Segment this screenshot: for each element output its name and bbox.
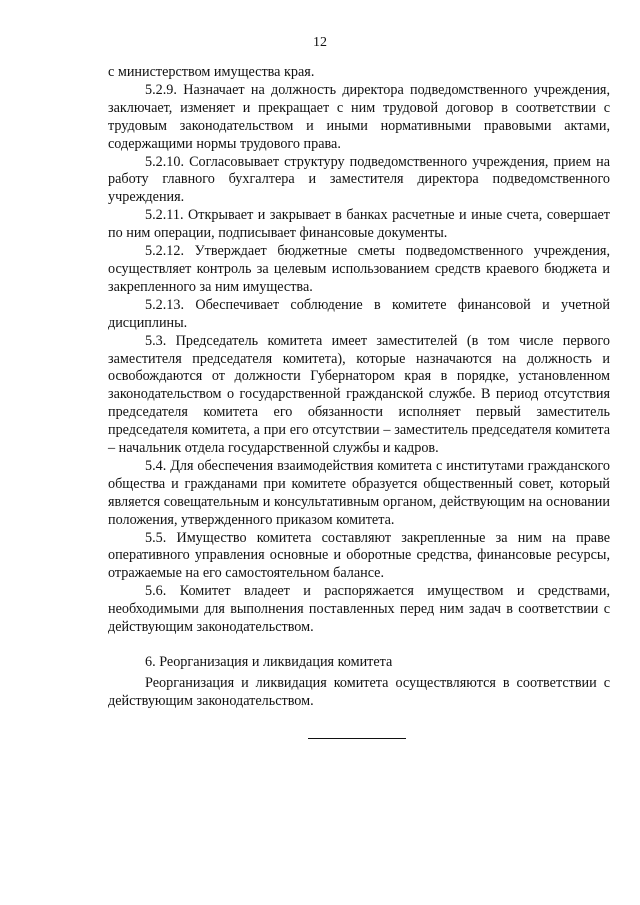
end-of-document-rule xyxy=(308,738,406,739)
paragraph-5-5: 5.5. Имущество комитета составляют закрепленные за ним на праве оперативного управления основные и оборотные средства, финансовые ресурсы, отражаемые на его самостоятельном балансе. xyxy=(108,529,610,582)
paragraph-continuation: с министерством имущества края. xyxy=(108,64,315,80)
paragraph-5-2-11: 5.2.11. Открывает и закрывает в банках расчетные и иные счета, совершает по ним операции, подписывает финансовые документы. xyxy=(108,207,610,242)
paragraph-5-4: 5.4. Для обеспечения взаимодействия комитета с институтами гражданского общества и гражданами при комитете образуется общественный совет, который является совещательным и консультативным органом, действующим на основании положения, утвержденного приказом комитета. xyxy=(108,457,610,528)
paragraph-5-6: 5.6. Комитет владеет и распоряжается имуществом и средствами, необходимыми для выполнения поставленных перед ним задач в соответствии с действующим законодательством. xyxy=(108,583,610,636)
paragraph-5-2-12: 5.2.12. Утверждает бюджетные сметы подведомственного учреждения, осуществляет контроль за целевым использованием средств краевого бюджета и закрепленного за ним имущества. xyxy=(108,243,610,295)
section-6-heading: 6. Реорганизация и ликвидация комитета xyxy=(145,654,393,670)
paragraph-5-2-13: 5.2.13. Обеспечивает соблюдение в комитете финансовой и учетной дисциплины. xyxy=(108,296,610,331)
paragraph-5-3: 5.3. Председатель комитета имеет заместителей (в том числе первого заместителя председателя комитета), которые назначаются на должность и освобождаются от должности Губернатором края в порядке, установленном законодательством о государственной гражданской службе. В период отсутствия председателя комитета его обязанности исполняет первый заместитель председателя комитета, а при его отсутствии – заместитель председателя комитета – начальник отдела государственной службы и кадров. xyxy=(108,332,610,457)
section-6-text: Реорганизация и ликвидация комитета осуществляются в соответствии с действующим законодательством. xyxy=(108,674,610,709)
paragraph-5-2-9: 5.2.9. Назначает на должность директора подведомственного учреждения, заключает, изменяет и прекращает с ним трудовой договор в соответствии с трудовым законодательством и иными нормативными правовыми актами, содержащими нормы трудового права. xyxy=(108,81,610,152)
document-body xyxy=(108,64,610,711)
paragraph-5-2-10: 5.2.10. Согласовывает структуру подведомственного учреждения, прием на работу главного бухгалтера и заместителя директора подведомственного учреждения. xyxy=(108,153,610,206)
page-number: 12 xyxy=(313,35,327,50)
